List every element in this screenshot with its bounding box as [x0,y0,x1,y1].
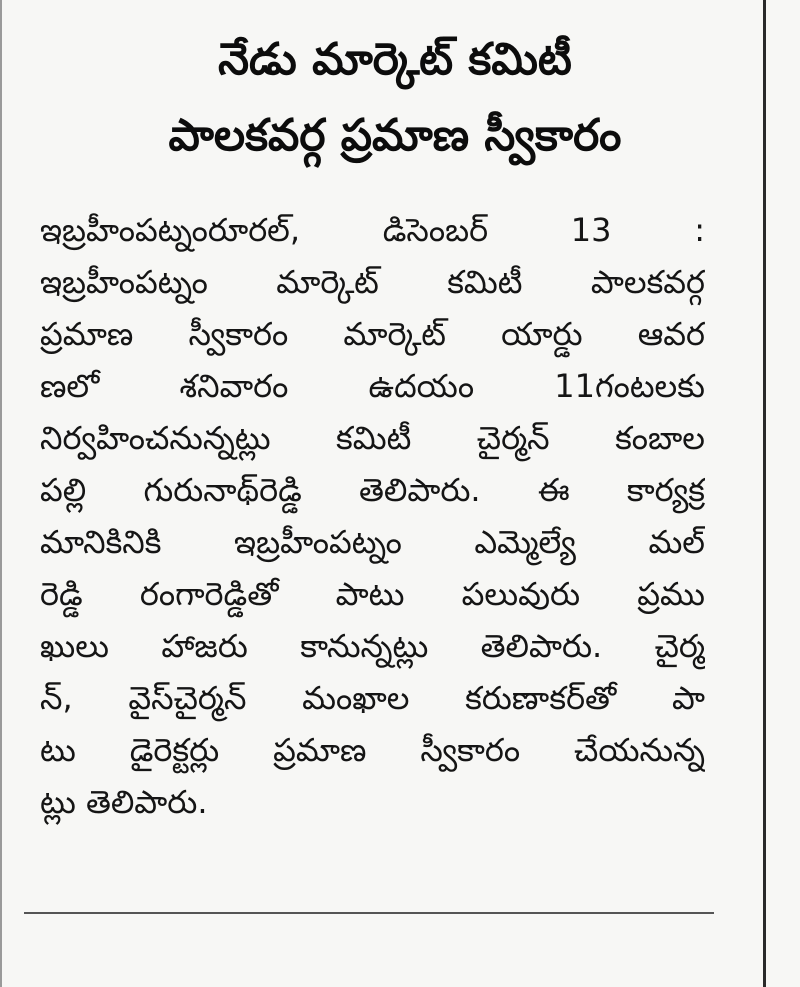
body-line: ప్రమాణ స్వీకారం మార్కెట్ యార్డు ఆవర [40,315,705,353]
body-line: న్, వైస్‌చైర్మన్ మంఖాల కరుణాకర్‌తో పా [40,679,705,717]
left-column-rule [0,0,2,987]
news-clipping [40,0,750,905]
body-line: టు డైరెక్టర్లు ప్రమాణ స్వీకారం చేయనున్న [40,731,705,769]
body-line: ఇబ్రహీంపట్నంరూరల్, డిసెంబర్ 13 : [40,211,705,249]
article-body [40,204,750,828]
right-column-rule [763,0,766,987]
body-line: రెడ్డి రంగారెడ్డితో పాటు పలువురు ప్రము [40,575,705,613]
body-line: ఖులు హాజరు కానున్నట్లు తెలిపారు. చైర్మ [40,627,705,665]
headline-line-2: పాలకవర్గ ప్రమాణ స్వీకారం [168,110,622,161]
bottom-divider [24,912,714,914]
headline-line-1: నేడు మార్కెట్ కమిటీ [218,34,572,85]
body-line: నిర్వహించనున్నట్లు కమిటీ చైర్మన్ కంబాల [40,419,705,457]
body-line: ణలో శనివారం ఉదయం 11గంటలకు [40,367,705,405]
body-line: మానికినికి ఇబ్రహీంపట్నం ఎమ్మెల్యే మల్ [40,523,705,561]
body-line: ట్లు తెలిపారు. [40,783,208,821]
headline [40,0,750,174]
body-line: పల్లి గురునాథ్‌రెడ్డి తెలిపారు. ఈ కార్యక్ర [40,471,705,509]
body-line: ఇబ్రహీంపట్నం మార్కెట్ కమిటీ పాలకవర్గ [40,263,705,301]
